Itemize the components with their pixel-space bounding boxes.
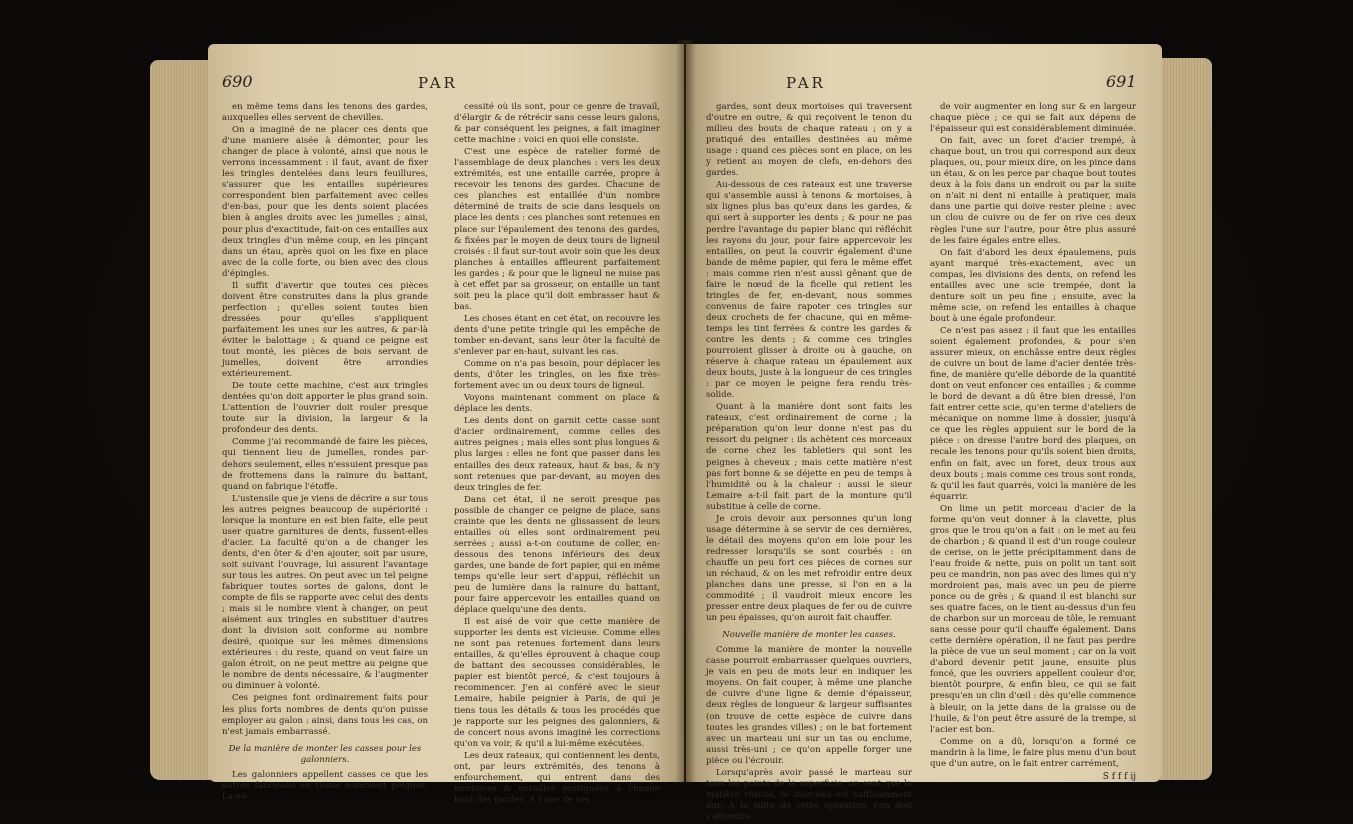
left-column-2	[454, 102, 660, 807]
paragraph: L'ustensile que je viens de décrire a sur tous les autres peignes beaucoup de supériorité : lorsque la monture en est bien faite, elle peut user quatre garnitures de dents, fussent-elles d'acier. La faculté qu'on a de changer les dents, d'en ôter & d'en ajouter, soit par usure, soit suivant l'ouvrage, lui assurent l'avantage sur tous les autres. On peut avec un tel peigne fabriquer toutes sortes de galons, dont le compte de fils se rapporte avec celui des dents ; mais si le nombre vient à changer, on peut aisément aux tringles en substituer d'autres dont la division soit conforme au nombre desiré, quoique sur les mêmes dimensions extérieures : du reste, quand on veut faire un galon étroit, on ne peut mettre au peigne que le nombre de dents nécessaire, & l'augmenter ou diminuer à volonté.	[222, 493, 428, 692]
paragraph: Comme la manière de monter la nouvelle casse pourroit embarrasser quelques ouvriers, je vais en peu de mots leur en indiquer les moyens. On fait couper, à même une planche de cuivre d'une ligne & demie d'épaisseur, deux règles de longueur & largeur suffisantes (on trouve de cette espèce de cuivre dans toutes les grandes villes) ; on le bat fortement avec un marteau uni sur un tas ou enclume, aussi très-uni ; ce qu'on appelle forger une pièce ou l'écrouir.	[706, 645, 912, 766]
paragraph: On fait d'abord les deux épaulemens, puis ayant marqué très-exactement, avec un compas, les divisions des dents, on refend les entailles avec une scie trempée, dont la denture soit un peu fine ; ensuite, avec la même scie, on refend les entailles à chaque bout à une égale profondeur.	[930, 247, 1136, 324]
paragraph: Je crois devoir aux personnes qu'un long usage détermine à se servir de ces dernières, le détail des moyens qu'on em loie pour les redresser lorsqu'ils se sont courbés : on chauffe un peu fort ces pièces de cornes sur un réchaud, & on les met refroidir entre deux planches dans une presse, si l'on en a la commodité ; il vaudroit mieux encore les presser entre deux plaques de fer ou de cuivre un peu épaisses, qu'on auroit fait chauffer.	[706, 513, 912, 624]
paragraph: Les galonniers appellent casses ce que les autres fabricans en tissus nomment peignes. La né-	[222, 769, 428, 802]
paragraph: On lime un petit morceau d'acier de la forme qu'on veut donner à la clavette, plus gros que le trou qu'on a fait : on le met au feu de charbon ; & quand il est d'un rouge couleur de cerise, on le jette précipitamment dans de l'eau froide & nette, puis on polit un tant soit peu ce mandrin, non pas avec des limes qui n'y mordroient pas, mais avec un peu de pierre ponce ou de grès ; & quand il est blanchi sur ses quatre faces, on le tient au-dessus d'un feu de charbon sur un morceau de tôle, le remuant sans cesse pour qu'il chauffe également. Dans cette dernière opération, il ne faut pas perdre la pièce de vue un seul moment ; car on la voit d'abord devenir petit jaune, ensuite plus foncé, que les ouvriers appellent couleur d'or, bientôt pourpre, & enfin bleu, ce qui se fait presqu'en un clin d'œil : dès qu'elle commence à bleuir, on la jette dans de la graisse ou de l'huile, & l'on peut être assuré de la trempe, si l'acier est bon.	[930, 503, 1136, 735]
paragraph: Comme j'ai recommandé de faire les pièces, qui tiennent lieu de jumelles, rondes par-dehors seulement, elles n'essuient presque pas de frottemens dans la rainure du battant, quand on fabrique l'étoffe.	[222, 437, 428, 492]
right-page	[686, 44, 1162, 822]
paragraph: De toute cette machine, c'est aux tringles dentées qu'on doit apporter le plus grand soin. L'attention de l'ouvrier doit rouler presque toute sur la division, la largeur & la profondeur des dents.	[222, 381, 428, 436]
paragraph: Les dents dont on garnit cette casse sont d'acier ordinairement, comme celles des autres peignes ; mais elles sont plus longues & plus larges : elles ne font que passer dans les entailles des deux rateaux, haut & bas, & n'y sont retenues que par-devant, au moyen des deux tringles de fer.	[454, 416, 660, 493]
signature-mark: S f f f ij	[1102, 771, 1136, 782]
left-page-number: 690	[222, 72, 253, 91]
right-column-1	[706, 102, 912, 824]
right-column-2	[930, 102, 1136, 783]
section-title: De la manière de monter les casses pour les galonniers.	[228, 743, 422, 765]
paragraph: Les deux rateaux, qui contiennent les dents, ont, par leurs extrémités, des tenons à enfourchement, qui entrent dans des mortoises & entailles pratiquées à chaque bout des gardes. A l'une de ces	[454, 750, 660, 805]
paragraph: Ce n'est pas assez : il faut que les entailles soient également profondes, & pour s'en assurer mieux, on enchâsse entre deux règles de cuivre un bout de lame d'acier dentée très-fine, de manière qu'elle déborde de la quantité dont on veut enfoncer ces entailles ; & comme le bord de devant a dû être bien dressé, l'on fait entrer cette scie, qu'en terme d'ateliers de mécanique on nomme lime à dossier, jusqu'à ce que les règles appuient sur le bord de la pièce : on dresse l'autre bord des plaques, on recale les tenons pour qu'ils soient bien droits, enfin on fait, avec un foret, deux trous aux deux bouts ; mais comme ces trous sont ronds, & qu'il les faut quarrés, voici la manière de les équarrir.	[930, 325, 1136, 502]
paragraph: Il suffit d'avertir que toutes ces pièces doivent être construites dans la plus grande perfection ; qu'elles soient toutes bien dressées pour qu'elles s'appliquent parfaitement les unes sur les autres, & par-là éviter le balottage ; & quand ce peigne est tout monté, les pièces de bois servant de jumelles, doivent être arrondies extérieurement.	[222, 280, 428, 380]
paragraph: Ces peignes font ordinairement faits pour les plus forts nombres de dents qu'on puisse employer au galon : ainsi, dans tous les cas, on n'est jamais embarrassé.	[222, 693, 428, 737]
right-page-number: 691	[1106, 72, 1137, 91]
left-column-1	[222, 102, 428, 804]
book-gutter	[676, 40, 696, 782]
paragraph: Au-dessous de ces rateaux est une traverse qui s'assemble aussi à tenons & mortoises, à six lignes plus bas qu'eux dans les gardes, & qui sert à supporter les dents ; & pour ne pas perdre l'avantage du papier blanc qui réfléchit les rayons du jour, pour faire appercevoir les entailles, on peut la couvrir également d'une bande de même papier, qui fera le même effet : mais comme rien n'est aussi gênant que de faire le nœud de la ficelle qui retient les tringles de fer, en-devant, nous sommes convenus de faire rapoter ces tringles sur deux crochets de fer chacune, qui en même-temps les tint ferrées & contre les gardes & contre les dents ; & comme ces tringles pourroient glisser à droite ou à gauche, on réserve à chaque rateau un épaulement aux deux bouts, juste à la longueur de ces tringles : par ce moyen le peigne fera rendu très-solide.	[706, 180, 912, 401]
paragraph: On a imaginé de ne placer ces dents que d'une maniere aisée à démonter, pour les changer de place à volonté, ainsi que nous le verrons incessamment : il faut, avant de fixer les tringles dentelées dans leurs feuillures, s'assurer que les entailles supérieures correspondent bien parfaitement avec celles d'en-bas, pour que les dents soient placées bien à angles droits avec les jumelles ; ainsi, pour plus d'exactitude, fait-on ces entailles aux deux tringles d'un même coup, en les pinçant dans un étau, après quoi on les fixe en place avec de la colle forte, ou bien avec des clous d'épingles.	[222, 125, 429, 279]
left-page-edges	[150, 60, 210, 780]
paragraph: Comme on a dû, lorsqu'on a formé ce mandrin à la lime, le faire plus menu d'un bout que d'un autre, on le fait entrer carrément,	[930, 736, 1136, 769]
paragraph: en même tems dans les tenons des gardes, auxquelles elles servent de chevilles.	[222, 102, 428, 124]
paragraph: Comme on n'a pas besoin, pour déplacer les dents, d'ôter les tringles, on les fixe très-fortement avec un ou deux tours de ligneul.	[454, 359, 660, 392]
right-running-head: PAR	[786, 74, 826, 92]
paragraph: Il est aisé de voir que cette manière de supporter les dents est vicieuse. Comme elles ne sont pas retenues fortement dans leurs entailles, & qu'elles éprouvent à chaque coup de battant des secousses considérables, le papier est bientôt percé, & c'est toujours à recommencer. J'en ai conféré avec le sieur Lemaire, habile peignier à Paris, de qui je tiens tous les détails & tous les procédés que je rapporte sur les peignes des galonniers, & de concert nous avons imaginé les corrections qu'on va voir, & qu'il a lui-même exécutées.	[454, 617, 660, 749]
left-page	[208, 44, 684, 805]
section-title: Nouvelle manière de monter les casses.	[722, 630, 896, 641]
paragraph: On fait, avec un foret d'acier trempé, à chaque bout, un trou qui correspond aux deux plaques, ou, pour mieux dire, on les pince dans un étau, & on les perce par chaque bout toutes deux à la fois dans un endroit ou par la suite on n'ait ni dent ni entaille à pratiquer, mais dans une partie qui doive rester pleine : avec un clou de cuivre ou de fer on rive ces deux règles l'une sur l'autre, pour être plus assuré de les faire égales entre elles.	[930, 136, 1136, 246]
paragraph: Lorsqu'après avoir passé le marteau sur tous les points de la superficie, on sent que la matière résiste, le morceau est suffisamment dur. A la suite de cette opération, l'on doit s'attendre	[706, 767, 912, 822]
paragraph: Voyons maintenant comment on place & déplace les dents.	[454, 393, 660, 415]
paragraph: de voir augmenter en long sur & en largeur chaque pièce ; ce qui se fait aux dépens de l'épaisseur qui est considérablement diminuée.	[930, 102, 1136, 135]
paragraph: C'est une espèce de ratelier formé de l'assemblage de deux planches : vers les deux extrémités, est une entaille carrée, propre à recevoir les tenons des gardes. Chacune de ces planches est entaillée d'un nombre déterminé de traits de scie dans lesquels on place les dents : ces planches sont retenues en place sur l'épaulement des tenons des gardes, & fixées par le moyen de deux tours de ligneul croisés : il faut sur-tout avoir soin que les deux planches à entailles affleurent parfaitement les gardes ; & pour que le ligneul ne nuise pas à cet effet par sa grosseur, on entaille un tant soit peu la place qu'il doit embrasser haut & bas.	[454, 147, 660, 312]
paragraph: gardes, sont deux mortoises qui traversent d'outre en outre, & qui reçoivent le tenon du milieu des bouts de chaque rateau ; on y a pratiqué des entailles destinées au même usage : quand ces pièces sont en place, on les y retient au moyen de clefs, en-dehors des gardes.	[706, 102, 912, 179]
paragraph: Les choses étant en cet état, on recouvre les dents d'une petite tringle qui les empêche de tomber en-devant, sans leur ôter la faculté de s'enlever par en-haut, suivant les cas.	[454, 313, 660, 358]
right-page-edges	[1160, 58, 1212, 780]
paragraph: Dans cet état, il ne seroit presque pas possible de changer ce peigne de place, sans crainte que les dents ne glissassent de leurs entailles où elles sont ordinairement peu serrées ; aussi a-t-on coutume de coller, en-dessous des tenons inférieurs des deux gardes, une bande de fort papier, qui en même temps qu'elle leur sert d'appui, réfléchit un peu de lumière dans la rainure du battant, pour faire appercevoir les entailles quand on déplace quelqu'une des dents.	[454, 494, 660, 616]
paragraph: cessité où ils sont, pour ce genre de travail, d'élargir & de rétrécir sans cesse leurs galons, & par conséquent les peignes, a fait imaginer cette machine : voici en quoi elle consiste.	[454, 102, 660, 146]
left-running-head: PAR	[418, 74, 458, 92]
paragraph: Quant à la manière dont sont faits les rateaux, c'est ordinairement de corne ; la préparation qu'on leur donne n'est pas du ressort du peigner : ils achètent ces morceaux de corne chez les tabletiers qui sont les peignes à cheveux ; mais cette matière n'est pas fort bonne & se déjette en peu de temps à l'humidité ou à la chaleur : aussi le sieur Lemaire a-t-il fait part de la monture qu'il substitue à celle de corne.	[706, 402, 912, 512]
